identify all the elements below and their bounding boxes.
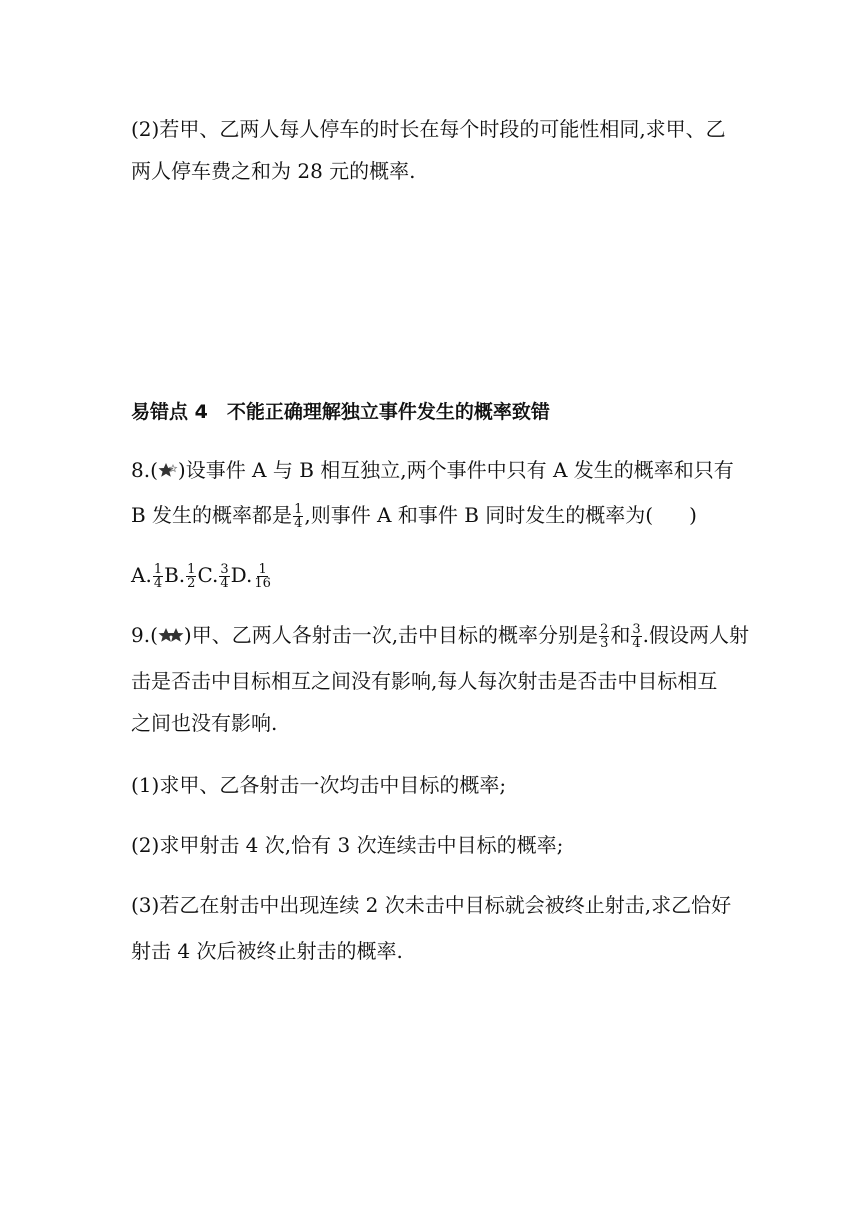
difficulty-one-star-icon bbox=[158, 456, 178, 486]
option-num: 1 bbox=[153, 562, 163, 577]
q9-number: 9.( bbox=[131, 623, 158, 647]
option-fraction bbox=[186, 563, 196, 590]
option-label: B. bbox=[164, 563, 186, 587]
q8-stem-b2: ,则事件 A 和事件 B 同时发生的概率为( bbox=[304, 503, 654, 527]
q9-stem-a3: .假设两人射 bbox=[642, 623, 749, 647]
q8-stem-b3: ) bbox=[689, 503, 697, 527]
section-title: 易错点 4 不能正确理解独立事件发生的概率致错 bbox=[131, 401, 550, 423]
q8-stem-line1 bbox=[131, 455, 734, 486]
q8-number: 8.( bbox=[131, 458, 158, 482]
q8-frac-den: 4 bbox=[294, 516, 303, 531]
q8-fraction bbox=[293, 503, 303, 530]
option-label: D. bbox=[230, 563, 253, 587]
option-fraction bbox=[153, 563, 163, 590]
q9-stem-a2: 和 bbox=[610, 623, 631, 647]
q9-fraction-1 bbox=[599, 623, 609, 650]
q9-stem-a1: )甲、乙两人各射击一次,击中目标的概率分别是 bbox=[183, 623, 599, 647]
q9-stem-line1 bbox=[131, 620, 749, 651]
q8-options bbox=[131, 560, 273, 590]
option-label: A. bbox=[131, 563, 152, 587]
q8-option-c bbox=[197, 562, 230, 591]
q9-part3-line1: (3)若乙在射击中出现连续 2 次未击中目标就会被终止射击,求乙恰好 bbox=[131, 893, 732, 917]
option-den: 4 bbox=[220, 576, 229, 591]
q8-option-b bbox=[164, 562, 197, 591]
q9-f1-den: 3 bbox=[600, 636, 609, 651]
q8-stem-a: )设事件 A 与 B 相互独立,两个事件中只有 A 发生的概率和只有 bbox=[177, 458, 734, 482]
q9-part1: (1)求甲、乙各射击一次均击中目标的概率; bbox=[131, 773, 507, 797]
q9-f2-den: 4 bbox=[632, 636, 641, 651]
q8-stem-b1: B 发生的概率都是 bbox=[131, 503, 293, 527]
option-den: 16 bbox=[254, 576, 271, 591]
q9-f1-num: 2 bbox=[600, 622, 609, 637]
q8-option-d bbox=[230, 562, 273, 591]
q9-stem-line2: 击是否击中目标相互之间没有影响,每人每次射击是否击中目标相互 bbox=[131, 669, 718, 693]
q9-stem-line3: 之间也没有影响. bbox=[131, 711, 278, 735]
option-num: 3 bbox=[220, 562, 229, 577]
option-den: 4 bbox=[153, 576, 163, 591]
option-fraction bbox=[253, 563, 272, 590]
option-num: 1 bbox=[187, 562, 196, 577]
q9-fraction-2 bbox=[631, 623, 641, 650]
q7-part2-line2: 两人停车费之和为 28 元的概率. bbox=[131, 159, 416, 183]
q9-f2-num: 3 bbox=[632, 622, 641, 637]
difficulty-two-star-icon bbox=[158, 621, 184, 651]
q8-frac-num: 1 bbox=[294, 502, 303, 517]
option-label: C. bbox=[197, 563, 219, 587]
q8-stem-line2 bbox=[131, 500, 697, 530]
option-num: 1 bbox=[258, 562, 267, 577]
option-den: 2 bbox=[187, 576, 196, 591]
option-fraction bbox=[219, 563, 229, 590]
q7-part2-line1: (2)若甲、乙两人每人停车的时长在每个时段的可能性相同,求甲、乙 bbox=[131, 117, 726, 141]
q8-option-a bbox=[131, 562, 164, 591]
q9-part3-line2: 射击 4 次后被终止射击的概率. bbox=[131, 939, 403, 963]
q9-part2: (2)求甲射击 4 次,恰有 3 次连续击中目标的概率; bbox=[131, 833, 564, 857]
